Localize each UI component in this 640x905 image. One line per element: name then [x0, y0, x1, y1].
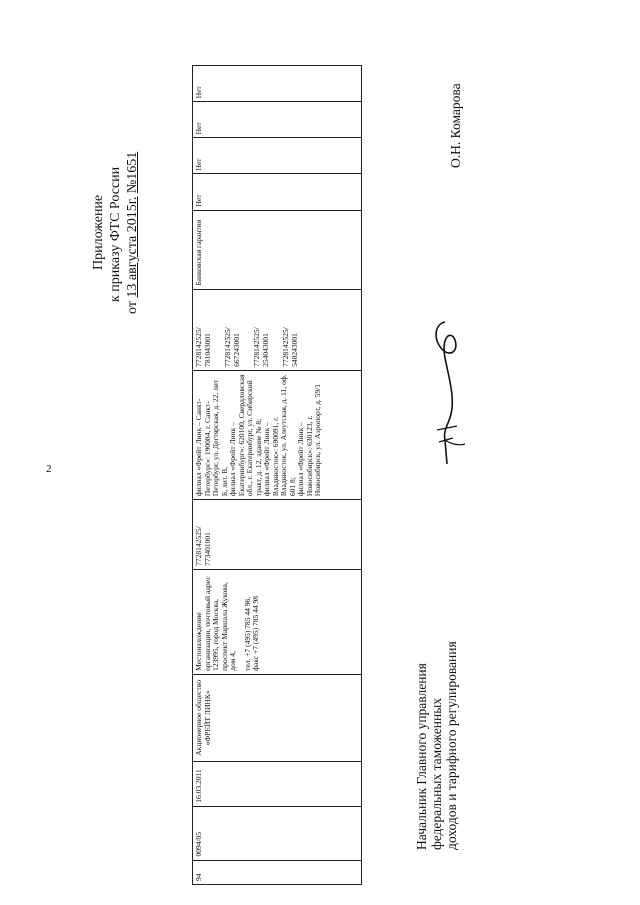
cell-address: [193, 569, 362, 674]
signatory-title-line: федеральных таможенных: [429, 697, 444, 850]
cell-flag-3: Нет: [193, 102, 362, 138]
signatory-name: О.Н. Комарова: [448, 83, 463, 168]
header-date-prefix: от: [125, 301, 140, 314]
signatory-title: [414, 610, 459, 850]
header-number: №1651: [125, 151, 140, 194]
address-text: Местонахождение организации, почтовый адрес 123995, город Москва, проспект Маршала Жукова, дом 4,: [194, 576, 237, 671]
signatory-title-line: доходов и тарифного регулирования: [444, 641, 459, 850]
branch-kpp-item: 7728142525/ 254043001: [252, 327, 270, 367]
branch-item: филиал «Фрейт Линк – Санкт-Петербург»: 190084, г. Санкт-Петербург, ул. Дегтярская, д. 22, лит Б, лит. В,: [194, 379, 229, 497]
cell-row-number: 94: [193, 860, 362, 884]
cell-date: 16.03.2011: [193, 761, 362, 806]
registry-table: [192, 65, 362, 885]
table-row: [193, 66, 362, 885]
cell-registry-code: 0094/05: [193, 806, 362, 860]
branch-kpp-item: 7728142525/ 540243001: [281, 327, 299, 367]
cell-flag-2: Нет: [193, 138, 362, 174]
branch-kpp-item: 7728142525/ 781043001: [194, 327, 212, 367]
cell-guarantee: Банковская гарантия: [193, 210, 362, 289]
header-order-ref: к приказу ФТС России: [108, 166, 123, 302]
fax-text: факс +7 (495) 785 44 98: [251, 596, 260, 671]
cell-flag-1: Нет: [193, 174, 362, 210]
cell-flag-4: Нет: [193, 66, 362, 102]
header-order-date: [124, 80, 141, 340]
branch-kpp-item: 7728142525/ 667243001: [223, 327, 241, 367]
page-number: 2: [46, 463, 52, 475]
registry-table-wrapper: [192, 65, 362, 885]
header-appendix: Приложение: [91, 194, 106, 270]
branch-item: филиал «Фрейт Линк – Владивосток»: 690091, г. Владивосток, ул. Алеутская, д. 11, оф. 601 8;: [262, 374, 297, 497]
handwritten-signature: [415, 318, 475, 468]
branch-item: филиал «Фрейт Линк – Екатеринбург»: 620100, Свердловская обл., г. Екатеринбург, ул. Сибирский тракт, д. 12, здание № 8;: [228, 374, 263, 497]
header-date: 13 августа 2015г.: [125, 196, 140, 298]
document-header: [90, 80, 141, 340]
signatory-title-line: Начальник Главного управления: [414, 663, 429, 850]
cell-branches: [193, 370, 362, 499]
cell-organization: Акционерное общество «ФРЕЙТ ЛИНК»: [193, 674, 362, 761]
branch-item: филиал «Фрейт Линк – Новосибирск»: 630123, г. Новосибирск, ул. Аэропорт, д. 59/1: [296, 384, 322, 497]
cell-branch-kpp: [193, 289, 362, 370]
cell-inn-kpp: 7728142525/ 773401001: [193, 500, 362, 570]
phone-text: тел. +7 (495) 785 44 96,: [242, 596, 252, 671]
